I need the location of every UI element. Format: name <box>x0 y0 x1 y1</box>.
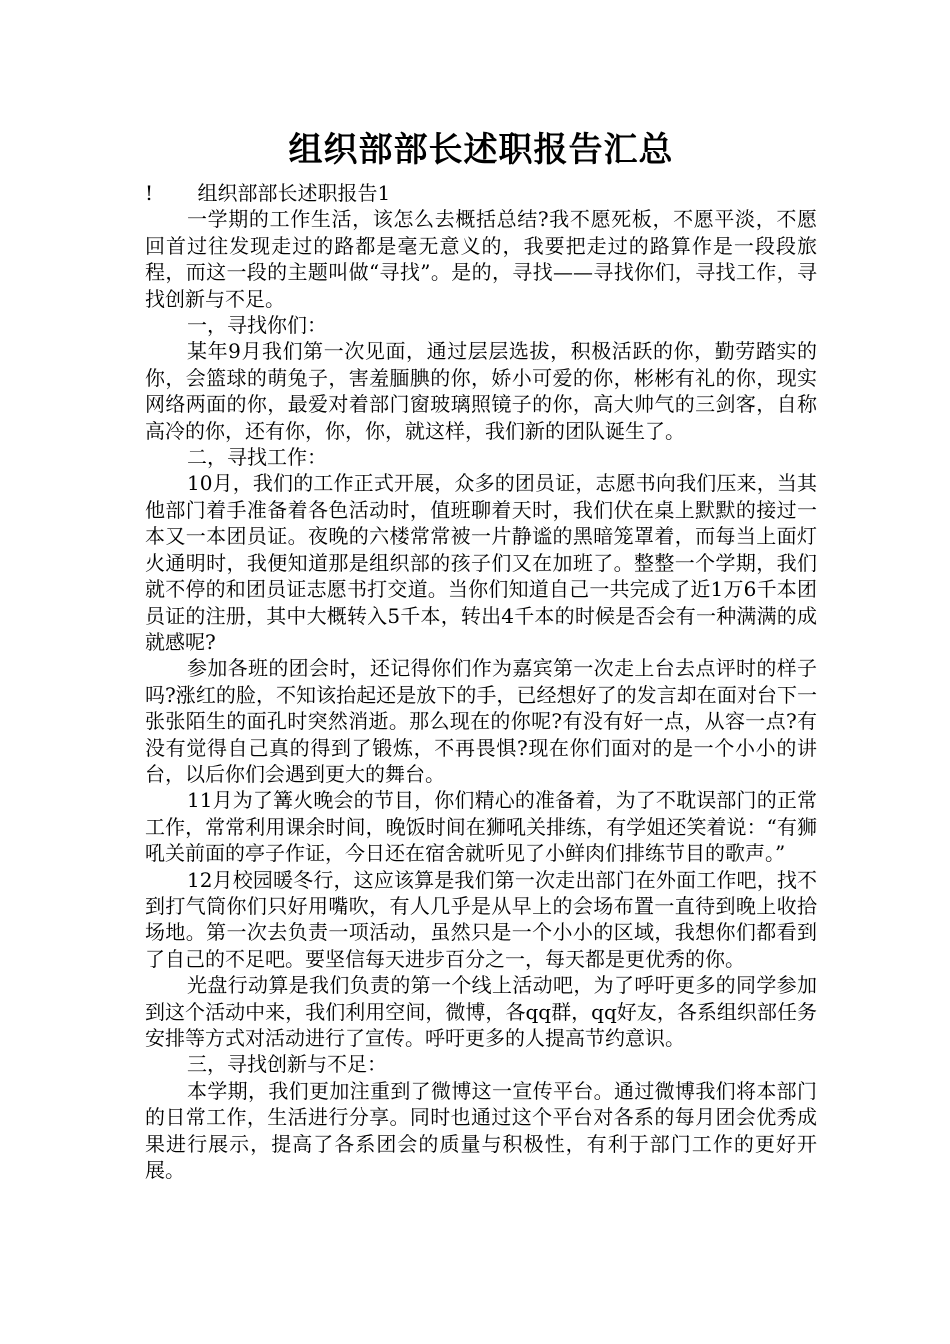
paragraph-december-winter: 12月校园暖冬行，这应该算是我们第一次走出部门在外面工作吧，找不到打气筒你们只好用嘴吹，有人几乎是从早上的会场布置一直待到晚上收拾场地。第一次去负责一项活动，虽然只是一个小小的区域，我想你们都看到了自己的不足吧。要坚信每天进步百分之一，每天都是更优秀的你。 <box>145 867 817 971</box>
paragraph-intro: 一学期的工作生活，该怎么去概括总结?我不愿死板，不愿平淡，不愿回首过往发现走过的路都是毫无意义的，我要把走过的路算作是一段段旅程，而这一段的主题叫做“寻找”。是的，寻找——寻找你们，寻找工作，寻找创新与不足。 <box>145 207 817 311</box>
section-heading-innovation: 三，寻找创新与不足： <box>187 1052 387 1077</box>
paragraph-team-born: 某年9月我们第一次见面，通过层层选拔，积极活跃的你，勤劳踏实的你，会篮球的萌兔子，害羞腼腆的你，娇小可爱的你，彬彬有礼的你，现实网络两面的你，最爱对着部门窗玻璃照镜子的你，高大帅气的三剑客，自称高冷的你，还有你，你，你，就这样，我们新的团队诞生了。 <box>145 339 817 443</box>
paragraph-weibo: 本学期，我们更加注重到了微博这一宣传平台。通过微博我们将本部门的日常工作，生活进行分享。同时也通过这个平台对各系的每月团会优秀成果进行展示，提高了各系团会的质量与积极性，有利于部门工作的更好开展。 <box>145 1078 817 1183</box>
report-subtitle: ! 组织部部长述职报告1 <box>145 181 391 205</box>
section-heading-find-work: 二，寻找工作： <box>187 445 327 470</box>
paragraph-october-work: 10月，我们的工作正式开展，众多的团员证，志愿书向我们压来，当其他部门着手准备着各色活动时，值班聊着天时，我们伏在桌上默默的接过一本又一本团员证。夜晚的六楼常常被一片静谧的黑暗笼罩着，而每当上面灯火通明时，我便知道那是组织部的孩子们又在加班了。整整一个学期，我们就不停的和团员证志愿书打交道。当你们知道自己一共完成了近1万6千本团员证的注册，其中大概转入5千本，转出4千本的时候是否会有一种满满的成就感呢? <box>145 471 817 654</box>
paragraph-class-meetings: 参加各班的团会时，还记得你们作为嘉宾第一次走上台去点评时的样子吗?涨红的脸，不知该抬起还是放下的手，已经想好了的发言却在面对台下一张张陌生的面孔时突然消逝。那么现在的你呢?有没有好一点，从容一点?有没有觉得自己真的得到了锻炼，不再畏惧?现在你们面对的是一个小小的讲台，以后你们会遇到更大的舞台。 <box>145 656 817 786</box>
paragraph-november-bonfire: 11月为了篝火晚会的节目，你们精心的准备着，为了不耽误部门的正常工作，常常利用课余时间，晚饭时间在狮吼关排练，有学姐还笑着说：“有狮吼关前面的亭子作证，今日还在宿舍就听见了小鲜肉们排练节目的歌声。” <box>145 788 817 866</box>
document-page <box>145 128 817 1183</box>
paragraph-clean-plate: 光盘行动算是我们负责的第一个线上活动吧，为了呼吁更多的同学参加到这个活动中来，我们利用空间，微博，各qq群，qq好友，各系组织部任务安排等方式对活动进行了宣传。呼吁更多的人提高节约意识。 <box>145 973 817 1050</box>
document-title: 组织部部长述职报告汇总 <box>288 130 674 170</box>
section-heading-find-you: 一，寻找你们： <box>187 313 327 338</box>
